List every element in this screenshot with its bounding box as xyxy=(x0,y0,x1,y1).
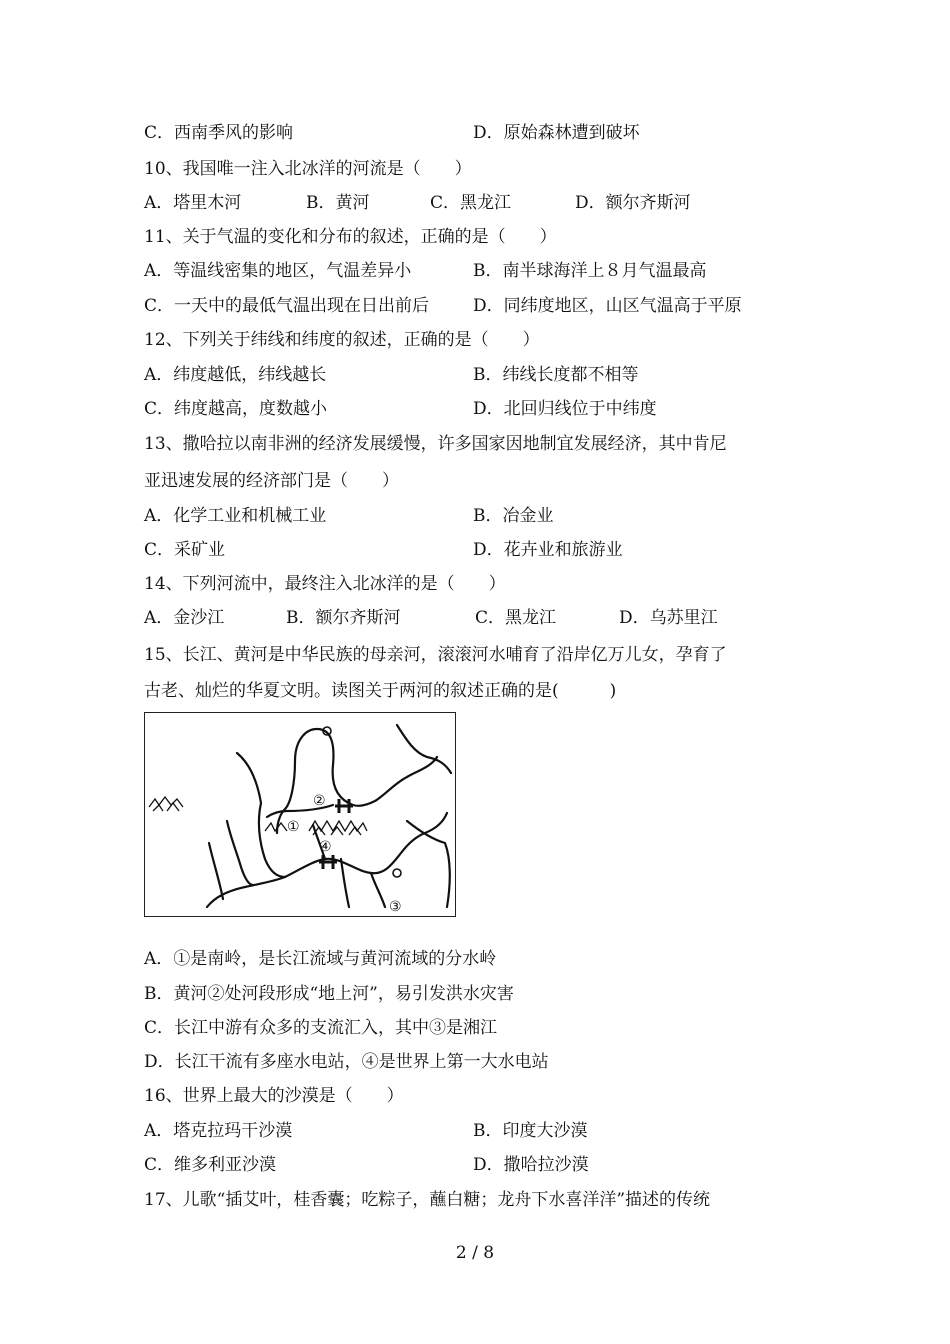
q10-option-c: C．黑龙江 xyxy=(430,193,512,213)
yangtze-river-line xyxy=(207,813,447,907)
page-number: 2 / 8 xyxy=(455,1243,495,1263)
map-label-1: ① xyxy=(287,819,300,835)
yellow-river-line xyxy=(277,729,437,833)
mountain-range-west-icon xyxy=(149,797,183,811)
upper-river-line xyxy=(237,753,261,803)
q16-stem: 16、世界上最大的沙漠是（ ） xyxy=(144,1086,404,1106)
q11-option-a: A．等温线密集的地区，气温差异小 xyxy=(144,261,412,281)
mountain-range-left-icon xyxy=(265,823,287,831)
q14-option-c: C．黑龙江 xyxy=(475,608,557,628)
q12-option-a: A．纬度越低，纬线越长 xyxy=(144,365,327,385)
q17-stem-line1: 17、儿歌“插艾叶，桂香囊；吃粽子，蘸白糖；龙舟下水喜洋洋”描述的传统 xyxy=(144,1190,711,1210)
q15-option-b: B．黄河②处河段形成“地上河”，易引发洪水灾害 xyxy=(144,984,514,1004)
q13-stem-line1: 13、撒哈拉以南非洲的经济发展缓慢，许多国家因地制宜发展经济，其中肯尼 xyxy=(144,434,727,454)
q13-stem-line2: 亚迅速发展的经济部门是（ ） xyxy=(144,471,399,491)
coastline xyxy=(397,725,451,907)
yangtze-headwater-1 xyxy=(227,821,253,885)
q11-option-d: D．同纬度地区，山区气温高于平原 xyxy=(473,296,742,316)
lake-icon xyxy=(393,869,401,877)
q15-option-c: C．长江中游有众多的支流汇入，其中③是湘江 xyxy=(144,1018,498,1038)
q16-option-c: C．维多利亚沙漠 xyxy=(144,1155,277,1175)
q11-option-c: C．一天中的最低气温出现在日出前后 xyxy=(144,296,430,316)
q16-option-b: B．印度大沙漠 xyxy=(473,1121,588,1141)
q12-stem: 12、下列关于纬线和纬度的叙述，正确的是（ ） xyxy=(144,330,540,350)
q14-option-a: A．金沙江 xyxy=(144,608,225,628)
q10-option-d: D．额尔齐斯河 xyxy=(575,193,691,213)
xiang-river-line xyxy=(341,859,349,907)
q13-option-d: D．花卉业和旅游业 xyxy=(473,540,623,560)
map-label-4: ④ xyxy=(319,839,332,855)
q14-option-b: B．额尔齐斯河 xyxy=(286,608,401,628)
yangtze-headwater-2 xyxy=(209,843,223,899)
dam-icon-yangtze xyxy=(319,855,337,869)
q13-option-a: A．化学工业和机械工业 xyxy=(144,506,327,526)
rivers-map-figure xyxy=(144,712,456,917)
q11-option-b: B．南半球海洋上８月气温最高 xyxy=(473,261,707,281)
q14-option-d: D．乌苏里江 xyxy=(619,608,718,628)
map-label-3: ③ xyxy=(389,899,402,915)
q16-option-a: A．塔克拉玛干沙漠 xyxy=(144,1121,293,1141)
tributary-3-line xyxy=(371,873,385,907)
q14-stem: 14、下列河流中，最终注入北冰洋的是（ ） xyxy=(144,574,506,594)
q15-option-d: D．长江干流有多座水电站，④是世界上第一大水电站 xyxy=(144,1052,549,1072)
rivers-map-svg xyxy=(145,713,454,915)
q15-stem-line2: 古老、灿烂的华夏文明。读图关于两河的叙述正确的是( ) xyxy=(144,681,617,701)
q11-stem: 11、关于气温的变化和分布的叙述，正确的是（ ） xyxy=(144,227,557,247)
mountain-range-qinling-icon xyxy=(309,821,367,835)
q15-option-a: A．①是南岭，是长江流域与黄河流域的分水岭 xyxy=(144,949,497,969)
q10-option-a: A．塔里木河 xyxy=(144,193,242,213)
q12-option-d: D．北回归线位于中纬度 xyxy=(473,399,657,419)
q12-option-b: B．纬线长度都不相等 xyxy=(473,365,639,385)
q13-option-c: C．采矿业 xyxy=(144,540,226,560)
q9-option-c: C．西南季风的影响 xyxy=(144,123,294,143)
q13-option-b: B．冶金业 xyxy=(473,506,554,526)
q10-stem: 10、我国唯一注入北冰洋的河流是（ ） xyxy=(144,159,472,179)
q16-option-d: D．撒哈拉沙漠 xyxy=(473,1155,589,1175)
map-label-2: ② xyxy=(313,793,326,809)
q9-option-d: D．原始森林遭到破坏 xyxy=(473,123,640,143)
q12-option-c: C．纬度越高，度数越小 xyxy=(144,399,328,419)
q15-stem-line1: 15、长江、黄河是中华民族的母亲河，滚滚河水哺育了沿岸亿万儿女，孕育了 xyxy=(144,645,727,665)
q10-option-b: B．黄河 xyxy=(306,193,370,213)
